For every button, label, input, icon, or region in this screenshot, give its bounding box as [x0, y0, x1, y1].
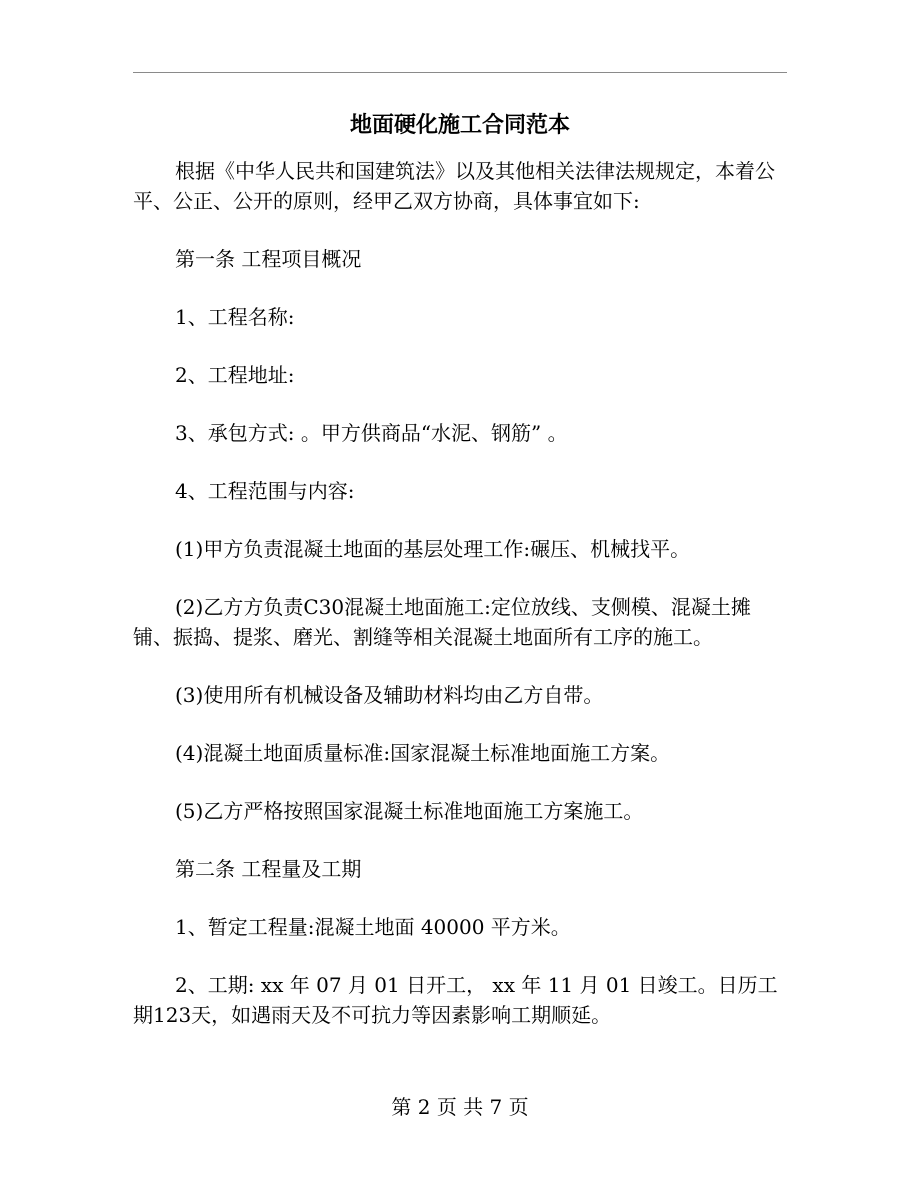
paragraph-scope-item-2: (2)乙方方负责C30混凝土地面施工:定位放线、支侧模、混凝土摊铺、振捣、提浆、磨光、割缝等相关混凝土地面所有工序的施工。 [133, 595, 751, 649]
paragraph-scope-item-3: (3)使用所有机械设备及辅助材料均由乙方自带。 [175, 683, 604, 707]
paragraph-scope-item-1: (1)甲方负责混凝土地面的基层处理工作:碾压、机械找平。 [175, 537, 691, 561]
document-title: 地面硬化施工合同范本 [349, 112, 570, 138]
paragraph-project-address: 2、工程地址: [175, 363, 295, 387]
paragraph-preamble: 根据《中华人民共和国建筑法》以及其他相关法律法规规定，本着公平、公正、公开的原则，经甲乙双方协商，具体事宜如下: [133, 159, 775, 213]
page-footer: 第 2 页 共 7 页 [391, 1095, 529, 1119]
paragraph-project-name: 1、工程名称: [175, 305, 295, 329]
document-body [133, 156, 788, 1030]
paragraph-contract-method: 3、承包方式: 。甲方供商品“水泥、钢筋” 。 [175, 421, 568, 445]
paragraph-scope-item-4: (4)混凝土地面质量标准:国家混凝土标准地面施工方案。 [175, 741, 671, 765]
paragraph-scope-heading: 4、工程范围与内容: [175, 479, 355, 503]
section-heading-article-2: 第二条 工程量及工期 [175, 857, 362, 881]
paragraph-scope-item-5: (5)乙方严格按照国家混凝土标准地面施工方案施工。 [175, 799, 644, 823]
paragraph-schedule: 2、工期: xx 年 07 月 01 日开工， xx 年 11 月 01 日竣工。日历工期123天，如遇雨天及不可抗力等因素影响工期顺延。 [133, 973, 778, 1027]
paragraph-quantity: 1、暂定工程量:混凝土地面 40000 平方米。 [175, 915, 571, 939]
header-rule [133, 72, 787, 73]
section-heading-article-1: 第一条 工程项目概况 [175, 247, 362, 271]
